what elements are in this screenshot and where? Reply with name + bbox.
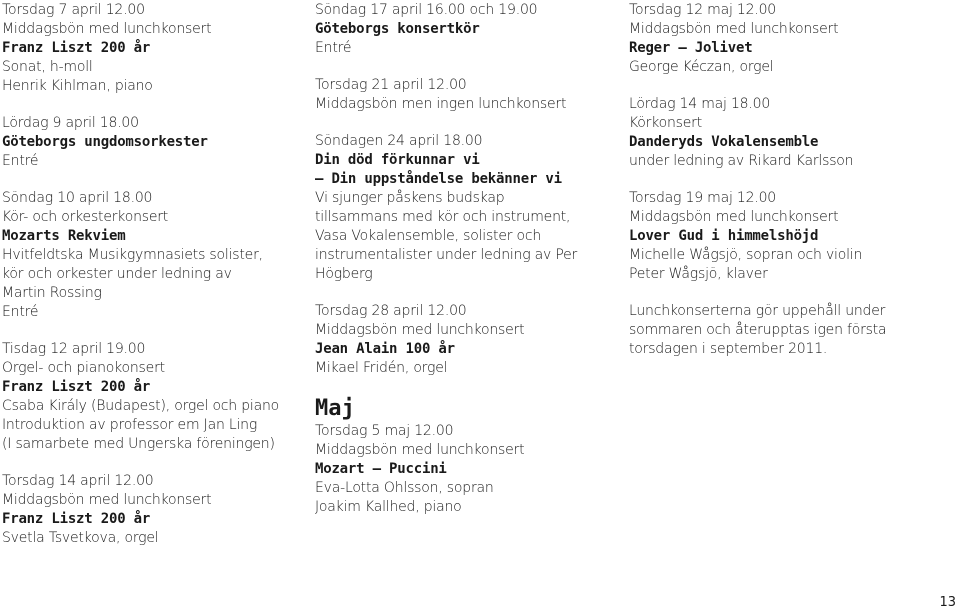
event-title: Danderyds Vokalensemble xyxy=(629,134,819,150)
event-detail: Högberg xyxy=(315,266,373,282)
event-detail: Svetla Tsvetkova, orgel xyxy=(2,530,159,546)
event-date: Torsdag 19 maj 12.00 xyxy=(629,190,777,206)
event-detail: sommaren och återupptas igen första xyxy=(629,322,887,338)
event-detail: Orgel- och pianokonsert xyxy=(2,360,165,376)
event-block xyxy=(629,1,929,77)
event-detail: Joakim Kallhed, piano xyxy=(315,499,462,515)
event-block xyxy=(2,1,302,96)
event-block xyxy=(629,302,929,359)
event-detail: Middagsbön med lunchkonsert xyxy=(2,21,212,37)
month-heading: Maj xyxy=(315,396,355,421)
event-date: Torsdag 5 maj 12.00 xyxy=(315,423,454,439)
event-title: Mozart – Puccini xyxy=(315,461,447,477)
event-detail: (I samarbete med Ungerska föreningen) xyxy=(2,436,275,452)
event-block xyxy=(2,114,302,171)
event-title: Reger – Jolivet xyxy=(629,40,753,56)
event-title: Jean Alain 100 år xyxy=(315,341,455,357)
event-title: Franz Liszt 200 år xyxy=(2,379,151,395)
column-1 xyxy=(2,0,302,566)
event-detail: George Kéczan, orgel xyxy=(629,59,774,75)
event-title: Din död förkunnar vi xyxy=(315,152,480,168)
event-date: Söndag 17 april 16.00 och 19.00 xyxy=(315,2,538,18)
event-detail: Kör- och orkesterkonsert xyxy=(2,209,169,225)
event-detail: Vi sjunger påskens budskap xyxy=(315,190,505,206)
event-detail: Middagsbön men ingen lunchkonsert xyxy=(315,96,567,112)
event-title: Franz Liszt 200 år xyxy=(2,40,151,56)
event-block xyxy=(629,95,929,171)
event-date: Torsdag 14 april 12.00 xyxy=(2,473,154,489)
event-block xyxy=(315,302,615,378)
event-title: Lover Gud i himmelshöjd xyxy=(629,228,819,244)
event-detail: Middagsbön med lunchkonsert xyxy=(315,442,525,458)
event-block xyxy=(315,76,615,114)
event-block xyxy=(315,1,615,58)
event-detail: under ledning av Rikard Karlsson xyxy=(629,153,854,169)
event-block xyxy=(629,189,929,284)
event-detail: instrumentalister under ledning av Per xyxy=(315,247,578,263)
event-date: Torsdag 21 april 12.00 xyxy=(315,77,467,93)
event-detail: Hvitfeldtska Musikgymnasiets solister, xyxy=(2,247,263,263)
event-detail: tillsammans med kör och instrument, xyxy=(315,209,571,225)
event-detail: Eva-Lotta Ohlsson, sopran xyxy=(315,480,494,496)
event-date: Söndag 10 april 18.00 xyxy=(2,190,153,206)
event-detail: kör och orkester under ledning av xyxy=(2,266,232,282)
event-date: Torsdag 7 april 12.00 xyxy=(2,2,145,18)
event-detail: Michelle Wågsjö, sopran och violin xyxy=(629,247,863,263)
event-date: Lördag 9 april 18.00 xyxy=(2,115,139,131)
event-block xyxy=(315,396,615,517)
event-date: Tisdag 12 april 19.00 xyxy=(2,341,146,357)
event-detail: Middagsbön med lunchkonsert xyxy=(315,322,525,338)
event-title: – Din uppståndelse bekänner vi xyxy=(315,171,562,187)
event-detail: Middagsbön med lunchkonsert xyxy=(629,21,839,37)
event-detail: Peter Wågsjö, klaver xyxy=(629,266,768,282)
event-block xyxy=(2,472,302,548)
event-detail: Csaba Király (Budapest), orgel och piano xyxy=(2,398,280,414)
event-detail: Entré xyxy=(315,40,352,56)
event-detail: Mikael Fridén, orgel xyxy=(315,360,448,376)
event-detail: Sonat, h-moll xyxy=(2,59,93,75)
event-detail: Vasa Vokalensemble, solister och xyxy=(315,228,542,244)
event-title: Franz Liszt 200 år xyxy=(2,511,151,527)
event-detail: Middagsbön med lunchkonsert xyxy=(629,209,839,225)
event-detail: Henrik Kihlman, piano xyxy=(2,78,153,94)
event-date: Torsdag 12 maj 12.00 xyxy=(629,2,777,18)
column-2 xyxy=(315,0,615,535)
event-title: Göteborgs konsertkör xyxy=(315,21,480,37)
page-number: 13 xyxy=(939,595,956,610)
event-date: Lunchkonserterna gör uppehåll under xyxy=(629,303,886,319)
event-detail: Martin Rossing xyxy=(2,285,102,301)
event-detail: Entré xyxy=(2,304,39,320)
event-detail: Entré xyxy=(2,153,39,169)
event-date: Lördag 14 maj 18.00 xyxy=(629,96,771,112)
event-detail: Middagsbön med lunchkonsert xyxy=(2,492,212,508)
event-detail: Introduktion av professor em Jan Ling xyxy=(2,417,258,433)
event-block xyxy=(315,132,615,284)
event-title: Mozarts Rekviem xyxy=(2,228,126,244)
event-date: Torsdag 28 april 12.00 xyxy=(315,303,467,319)
event-block xyxy=(2,340,302,454)
event-date: Söndagen 24 april 18.00 xyxy=(315,133,483,149)
event-title: Göteborgs ungdomsorkester xyxy=(2,134,208,150)
event-detail: torsdagen i september 2011. xyxy=(629,341,828,357)
event-detail: Körkonsert xyxy=(629,115,703,131)
column-3 xyxy=(629,0,929,377)
event-block xyxy=(2,189,302,322)
